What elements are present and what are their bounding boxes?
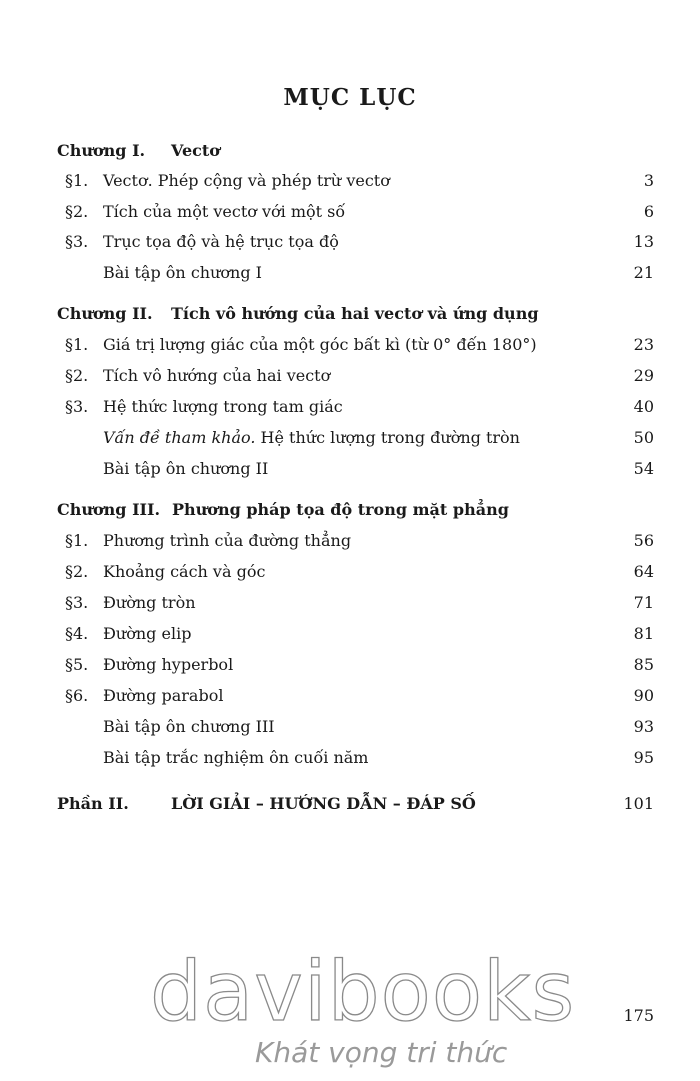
watermark-brand: davibooks [150,945,576,1040]
section-title: Đường hyperbol [103,655,234,674]
section-number: §3. [65,232,89,251]
page-ref: 95 [633,748,654,767]
toc-entry [0,713,700,741]
toc-entry [0,228,700,256]
toc-entry [0,558,700,586]
toc-entry [0,455,700,483]
page-ref: 81 [633,624,654,643]
section-number: §1. [65,171,89,190]
chapter-heading [0,137,700,165]
toc-entry [0,362,700,390]
page-ref: 85 [633,655,654,674]
chapter-heading [0,300,700,328]
chapter-label: Chương I. [57,141,146,160]
page-title: MỤC LỤC [283,84,417,111]
section-title: Hệ thức lượng trong đường tròn [260,428,520,447]
section-title: Bài tập ôn chương I [103,263,262,282]
toc-entry [0,259,700,287]
section-number: §3. [65,397,89,416]
page-ref: 23 [633,335,654,354]
section-italic-prefix: Vấn đề tham khảo. [103,428,256,447]
section-number: §1. [65,335,89,354]
page-ref: 21 [633,263,654,282]
page-ref: 50 [633,428,654,447]
page-ref: 93 [633,717,654,736]
section-number: §2. [65,562,89,581]
part-heading [0,790,700,818]
section-title: Hệ thức lượng trong tam giác [103,397,343,416]
page-number: 175 [623,1006,654,1025]
toc-entry [0,651,700,679]
section-number: §5. [65,655,89,674]
part-name: LỜI GIẢI – HƯỚNG DẪN – ĐÁP SỐ [171,794,476,813]
page-ref: 90 [633,686,654,705]
section-title: Vectơ. Phép cộng và phép trừ vectơ [103,171,390,190]
page-ref: 101 [623,794,654,813]
chapter-label: Chương III. [57,500,161,519]
section-title: Đường elip [103,624,192,643]
toc-entry [0,620,700,648]
section-title: Phương trình của đường thẳng [103,531,352,550]
section-title: Đường parabol [103,686,224,705]
section-title: Tích của một vectơ với một số [103,202,346,221]
toc-entry [0,682,700,710]
section-number: §3. [65,593,89,612]
part-label: Phần II. [57,794,129,813]
page-ref: 54 [633,459,654,478]
page-ref: 56 [633,531,654,550]
section-number: §6. [65,686,89,705]
toc-entry [0,198,700,226]
chapter-name: Vectơ [171,141,220,160]
section-title: Khoảng cách và góc [103,562,266,581]
page-ref: 71 [633,593,654,612]
toc-entry [0,424,700,452]
chapter-name: Phương pháp tọa độ trong mặt phẳng [172,500,509,519]
section-title: Giá trị lượng giác của một góc bất kì (từ 0° đến 180°) [103,335,537,354]
toc-entry [0,167,700,195]
page-ref: 6 [643,202,654,221]
page-ref: 13 [633,232,654,251]
section-title: Bài tập ôn chương III [103,717,275,736]
chapter-name: Tích vô hướng của hai vectơ và ứng dụng [171,304,539,323]
page-ref: 29 [633,366,654,385]
section-number: §1. [65,531,89,550]
toc-entry [0,527,700,555]
section-title: Trục tọa độ và hệ trục tọa độ [103,232,339,251]
toc-entry [0,744,700,772]
toc-entry [0,393,700,421]
chapter-label: Chương II. [57,304,153,323]
section-title: Tích vô hướng của hai vectơ [103,366,331,385]
section-title: Bài tập trắc nghiệm ôn cuối năm [103,748,369,767]
section-title: Đường tròn [103,593,196,612]
chapter-heading [0,496,700,524]
toc-entry [0,331,700,359]
page-ref: 3 [643,171,654,190]
page-ref: 64 [633,562,654,581]
section-number: §2. [65,202,89,221]
section-number: §4. [65,624,89,643]
toc-entry [0,589,700,617]
section-number: §2. [65,366,89,385]
section-title: Bài tập ôn chương II [103,459,269,478]
page-ref: 40 [633,397,654,416]
watermark-tagline: Khát vọng tri thức [255,1036,508,1069]
